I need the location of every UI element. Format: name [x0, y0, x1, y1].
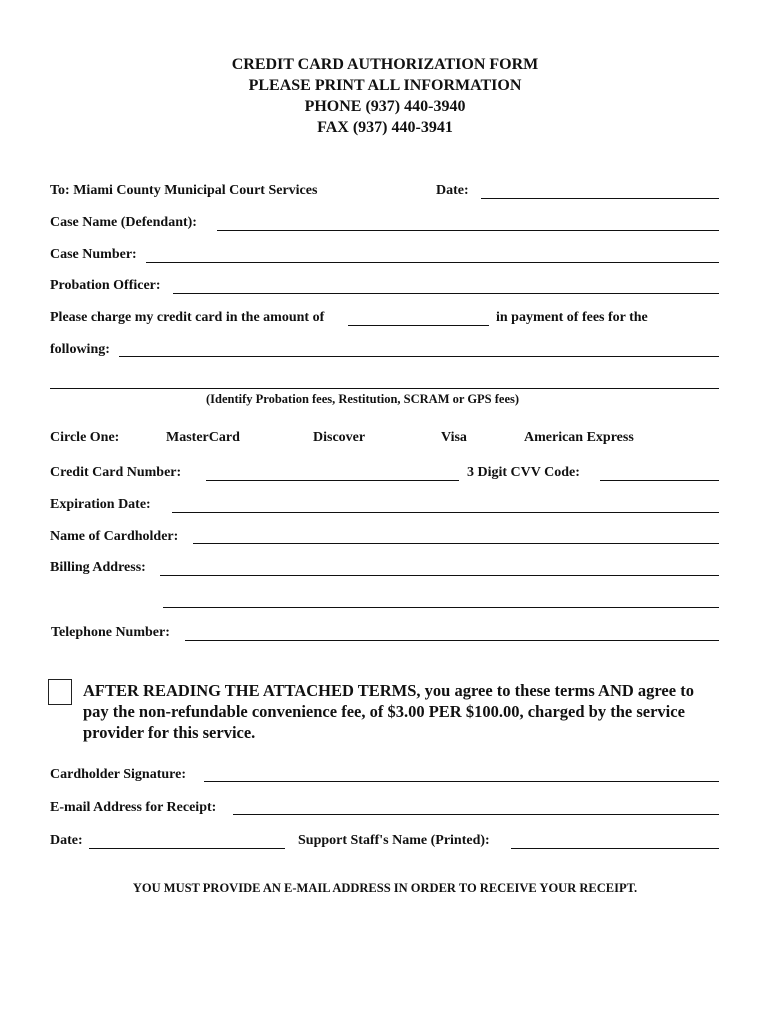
date-label: Date: — [436, 183, 469, 198]
card-type-discover[interactable]: Discover — [313, 430, 366, 445]
card-type-visa[interactable]: Visa — [441, 430, 467, 445]
charge-text-suffix: in payment of fees for the — [496, 310, 648, 325]
agree-terms-checkbox[interactable] — [48, 679, 72, 705]
card-number-label: Credit Card Number: — [50, 465, 182, 480]
phone-number: PHONE (937) 440-3940 — [304, 98, 466, 115]
staff-name-label: Support Staff's Name (Printed): — [298, 833, 490, 848]
case-name-field[interactable] — [217, 230, 719, 231]
card-number-field[interactable] — [206, 480, 459, 481]
case-number-field[interactable] — [146, 262, 719, 263]
case-number-label: Case Number: — [50, 247, 137, 262]
cardholder-name-field[interactable] — [193, 543, 719, 544]
email-field[interactable] — [233, 814, 719, 815]
telephone-label: Telephone Number: — [51, 625, 170, 640]
identify-fees-note: (Identify Probation fees, Restitution, SCRAM or GPS fees) — [206, 392, 520, 406]
cvv-field[interactable] — [600, 480, 719, 481]
probation-officer-field[interactable] — [173, 293, 719, 294]
cvv-label: 3 Digit CVV Code: — [467, 465, 580, 480]
card-type-amex[interactable]: American Express — [524, 430, 634, 445]
billing-address-field[interactable] — [160, 575, 719, 576]
telephone-field[interactable] — [185, 640, 719, 641]
form-subtitle: PLEASE PRINT ALL INFORMATION — [248, 77, 522, 94]
to-label: To: Miami County Municipal Court Services — [50, 183, 318, 198]
signature-date-field[interactable] — [89, 848, 285, 849]
amount-field[interactable] — [348, 325, 489, 326]
staff-name-field[interactable] — [511, 848, 719, 849]
terms-text: AFTER READING THE ATTACHED TERMS, you agree to these terms AND agree to pay the non-refundable convenience fee, of $3.00 PER $100.00, charged by the service provider for this service. — [83, 681, 694, 742]
email-label: E-mail Address for Receipt: — [50, 800, 217, 815]
signature-field[interactable] — [204, 781, 719, 782]
receipt-notice: YOU MUST PROVIDE AN E-MAIL ADDRESS IN ORDER TO RECEIVE YOUR RECEIPT. — [132, 881, 638, 895]
signature-label: Cardholder Signature: — [50, 767, 186, 782]
case-name-label: Case Name (Defendant): — [50, 215, 197, 230]
signature-date-label: Date: — [50, 833, 83, 848]
billing-address-field-2[interactable] — [163, 607, 719, 608]
fax-number: FAX (937) 440-3941 — [317, 119, 453, 136]
expiration-field[interactable] — [172, 512, 719, 513]
cardholder-name-label: Name of Cardholder: — [50, 529, 179, 544]
date-field[interactable] — [481, 198, 719, 199]
fee-description-field-2[interactable] — [50, 388, 719, 389]
card-type-mastercard[interactable]: MasterCard — [166, 430, 240, 445]
following-label: following: — [50, 342, 110, 357]
fee-description-field[interactable] — [119, 356, 719, 357]
circle-one-label: Circle One: — [50, 430, 120, 445]
probation-officer-label: Probation Officer: — [50, 278, 161, 293]
expiration-label: Expiration Date: — [50, 497, 151, 512]
charge-text-prefix: Please charge my credit card in the amount of — [50, 310, 325, 325]
form-title: CREDIT CARD AUTHORIZATION FORM — [231, 56, 539, 73]
billing-address-label: Billing Address: — [50, 560, 146, 575]
